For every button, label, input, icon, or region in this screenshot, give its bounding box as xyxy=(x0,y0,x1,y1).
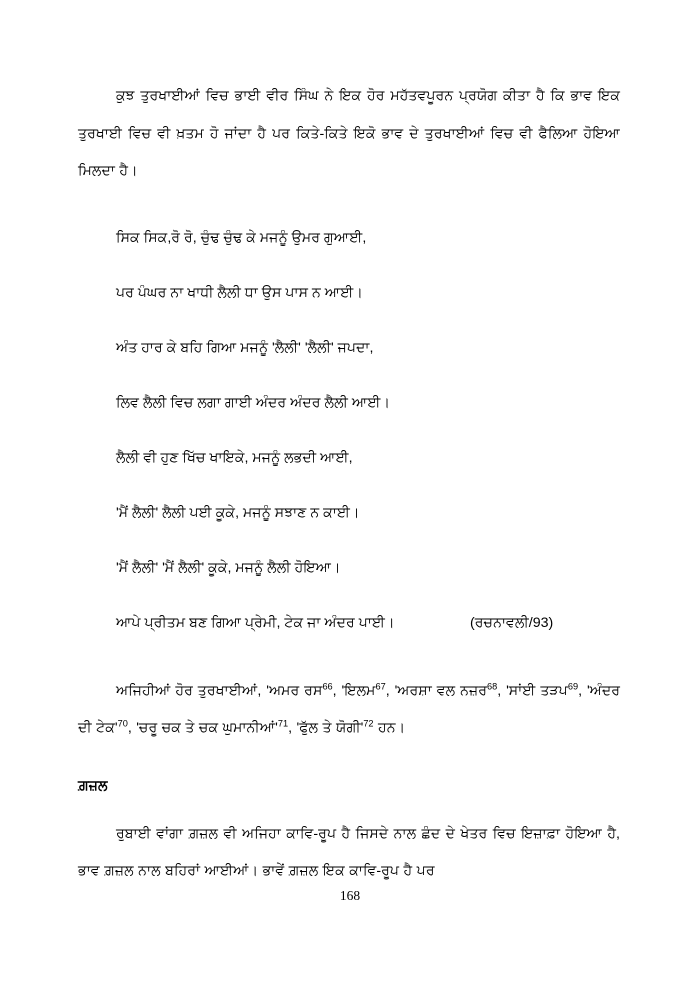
footnote-marker: 68 xyxy=(487,680,498,691)
footnote-separator: , xyxy=(288,720,297,736)
footnote-title: 'ਅਮਰ ਰਸ xyxy=(266,682,323,699)
page-number: 168 xyxy=(339,888,361,903)
verse-line: ਸਿਕ ਸਿਕ,ਰੋ ਰੋ, ਚੁੰਢ ਚੁੰਢ ਕੇ ਮਜਨੂੰ ਉਮਰ ਗੁਆਈ, xyxy=(116,229,367,246)
footnote-title: 'ਫੁੱਲ ਤੇ ਯੋਗੀ' xyxy=(296,720,364,736)
verse-line: ਪਰ ਪੰਘਰ ਨਾ ਖਾਧੀ ਲੈਲੀ ਧਾ ਉਸ ਪਾਸ ਨ ਆਈ। xyxy=(116,284,363,301)
verse-line: 'ਮੈਂ ਲੈਲੀ' ਲੈਲੀ ਪਈ ਕੂਕੇ, ਮਜਨੂੰ ਸਝਾਣ ਨ ਕਾਈ। xyxy=(116,504,360,521)
footnote-list-paragraph xyxy=(78,673,620,748)
footnote-title: 'ਅੰਦਰ ਦੀ ਟੇਕ' xyxy=(78,682,621,736)
footnote-lead-text: ਅਜਿਹੀਆਂ ਹੋਰ ਤੁਰਖਾਈਆਂ, xyxy=(116,682,267,699)
footnote-separator: , xyxy=(497,682,507,699)
footnote-marker: 70 xyxy=(117,718,128,729)
verse-line: ਅੰਤ ਹਾਰ ਕੇ ਬਹਿ ਗਿਆ ਮਜਨੂੰ 'ਲੈਲੀ' 'ਲੈਲੀ' ਜਪਦਾ, xyxy=(116,339,374,356)
footnote-entry xyxy=(394,680,507,699)
footnote-marker: 69 xyxy=(567,680,579,691)
verse-line-with-citation xyxy=(78,596,620,651)
footnote-marker: 67 xyxy=(375,680,386,691)
footnote-marker: 66 xyxy=(322,680,333,691)
footnote-separator: , xyxy=(332,682,342,699)
verse-line: ਲਿਵ ਲੈਲੀ ਵਿਚ ਲਗਾ ਗਾਈ ਅੰਦਰ ਅੰਦਰ ਲੈਲੀ ਆਈ। xyxy=(116,394,391,411)
verse-block xyxy=(78,211,620,651)
footnote-entry xyxy=(266,680,342,699)
verse-final-line: ਆਪੇ ਪ੍ਰੀਤਮ ਬਣ ਗਿਆ ਪ੍ਰੇਮੀ, ਟੇਕ ਜਾ ਅੰਦਰ ਪਾਈ। xyxy=(116,614,395,631)
footnote-title: 'ਚਰੂ ਚਕ ਤੇ ਚਕ ਘੁਮਾਨੀਆਂ' xyxy=(136,720,278,736)
verse-citation: (ਰਚਨਾਵਲੀ/93) xyxy=(470,614,554,631)
verse-line: ਲੈਲੀ ਵੀ ਹੁਣ ਖਿੱਚ ਖਾਇਕੇ, ਮਜਨੂੰ ਲਭਦੀ ਆਈ, xyxy=(116,449,353,466)
footnote-title: 'ਅਰਸ਼ਾ ਵਲ ਨਜ਼ਰ xyxy=(394,682,487,699)
footnote-separator: , xyxy=(127,720,137,736)
footnote-title: 'ਸਾਂਈ ਤੜਪ xyxy=(506,682,568,699)
section-heading: ਗ਼ਜ਼ਲ xyxy=(78,777,108,794)
footnote-entry xyxy=(297,720,378,736)
footnote-separator: , xyxy=(385,682,395,699)
footnote-entry xyxy=(341,680,395,699)
verse-line: 'ਮੈਂ ਲੈਲੀ' 'ਮੈਂ ਲੈਲੀ' ਕੂਕੇ, ਮਜਨੂੰ ਲੈਲੀ ਹੋਇਆ। xyxy=(116,559,341,576)
footnote-tail-text: ਹਨ। xyxy=(378,720,406,736)
footnote-marker: 71 xyxy=(277,718,289,729)
footnote-marker: 72 xyxy=(363,718,374,729)
footnote-entry xyxy=(136,720,296,736)
footnote-entry xyxy=(506,680,587,699)
footnote-title: 'ਇਲਮ xyxy=(341,682,376,699)
footnote-separator: , xyxy=(578,682,587,699)
page-content xyxy=(78,78,620,891)
intro-paragraph: ਕੁਝ ਤੁਰਖਾਈਆਂ ਵਿਚ ਭਾਈ ਵੀਰ ਸਿੰਘ ਨੇ ਇਕ ਹੋਰ ਮਹੱਤਵਪੂਰਨ ਪ੍ਰਯੋਗ ਕੀਤਾ ਹੈ ਕਿ ਭਾਵ ਇਕ ਤੁਰਖਾਈ ਵਿਚ ਵੀ ਖ਼ਤਮ ਹੋ ਜਾਂਦਾ ਹੈ ਪਰ ਕਿਤੇ-ਕਿਤੇ ਇਕੋ ਭਾਵ ਦੇ ਤੁਰਖਾਈਆਂ ਵਿਚ ਵੀ ਫੈਲਿਆ ਹੋਇਆ ਮਿਲਦਾ ਹੈ। xyxy=(78,88,620,179)
section-paragraph: ਰੁਬਾਈ ਵਾਂਗਾ ਗ਼ਜ਼ਲ ਵੀ ਅਜਿਹਾ ਕਾਵਿ-ਰੂਪ ਹੈ ਜਿਸਦੇ ਨਾਲ ਛੰਦ ਦੇ ਖੇਤਰ ਵਿਚ ਇਜ਼ਾਫ਼ਾ ਹੋਇਆ ਹੈ, ਭਾਵ ਗ਼ਜ਼ਲ ਨਾਲ ਬਹਿਰਾਂ ਆਈਆਂ। ਭਾਵੇਂ ਗ਼ਜ਼ਲ ਇਕ ਕਾਵਿ-ਰੂਪ ਹੈ ਪਰ xyxy=(78,825,620,879)
